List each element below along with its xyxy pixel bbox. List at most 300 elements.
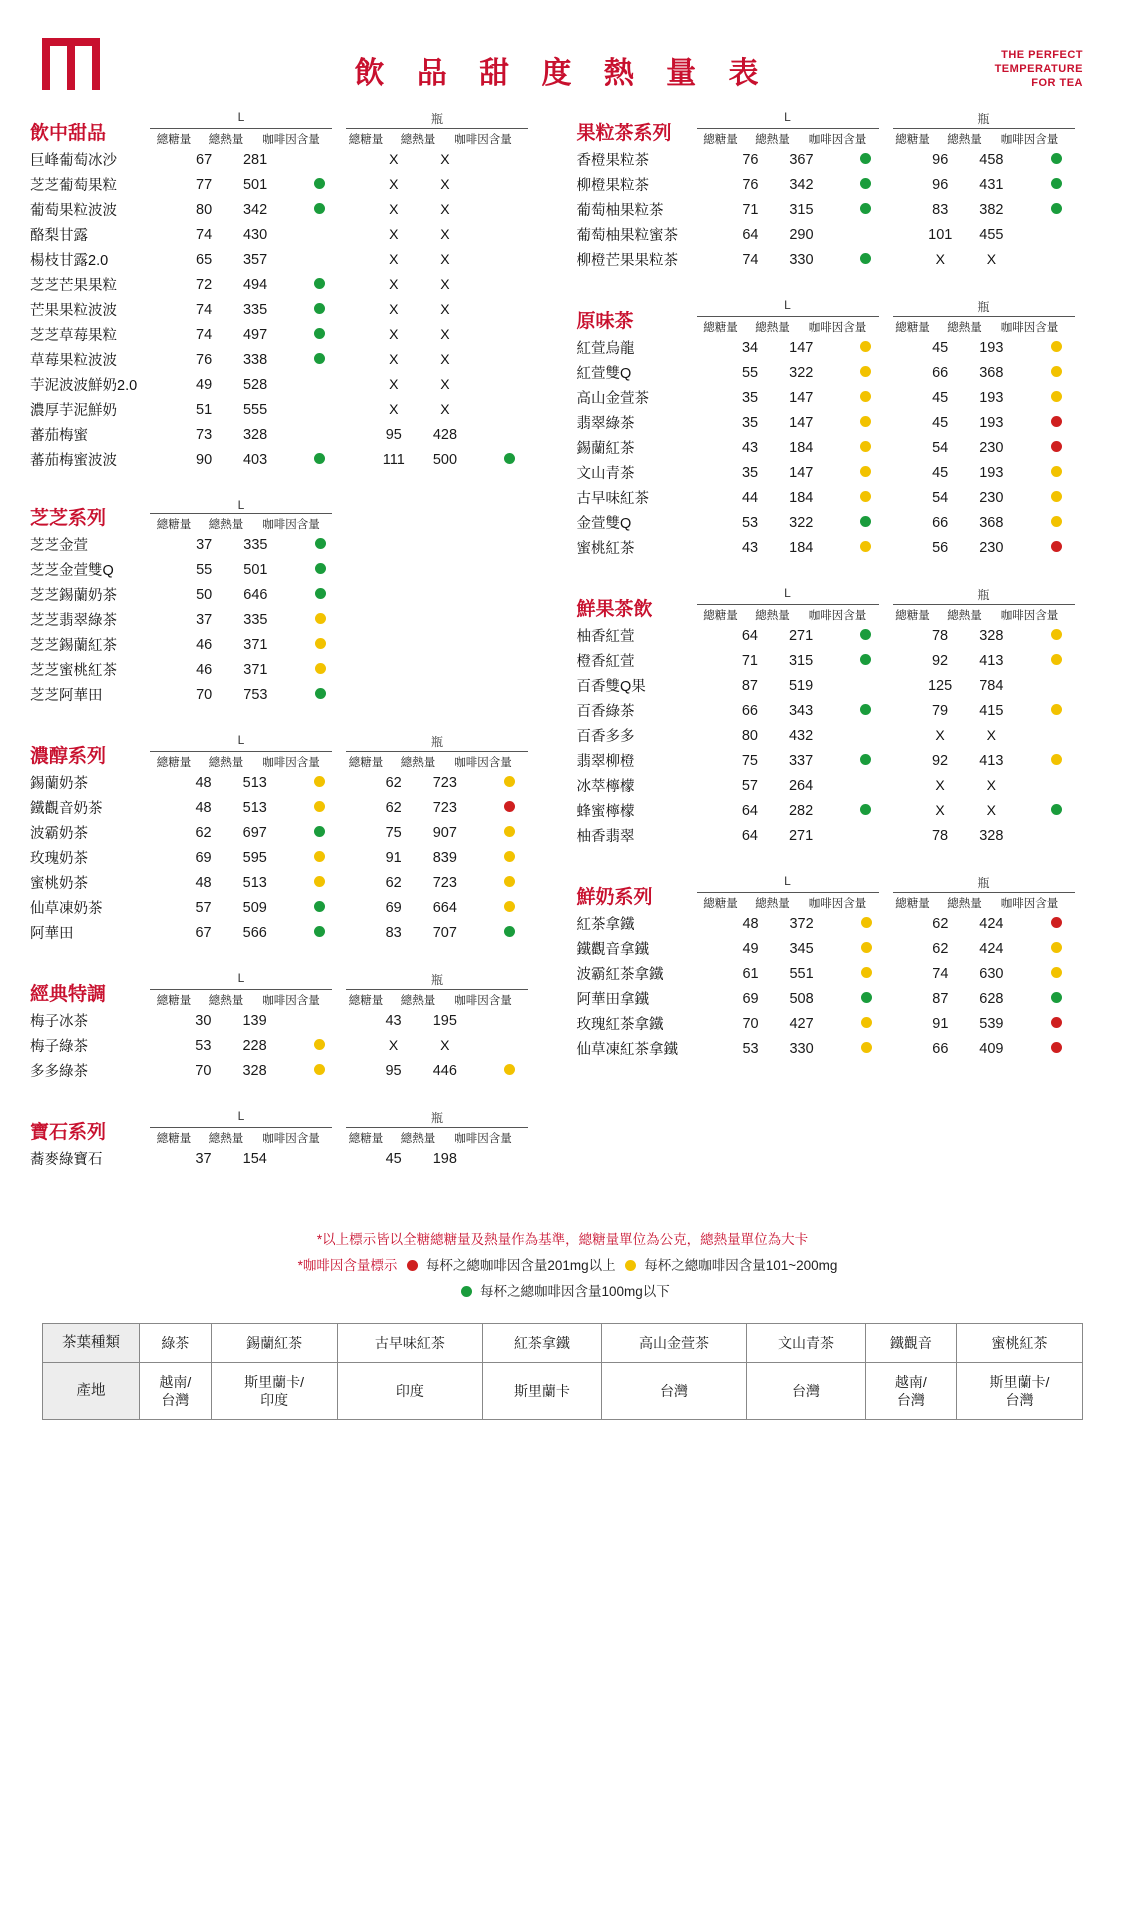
- b-calorie: 723: [432, 874, 457, 891]
- l-calorie: 338: [242, 351, 268, 368]
- b-sugar: 83: [932, 201, 949, 218]
- group-label-l: L: [697, 110, 879, 129]
- l-sugar: 64: [742, 226, 759, 243]
- b-sugar: 66: [932, 1040, 949, 1057]
- group-label-bottle: 瓶: [893, 586, 1075, 605]
- caffeine-dot-icon: [860, 441, 871, 452]
- col-header: 總糖量: [895, 898, 930, 910]
- b-caffeine: [471, 922, 549, 937]
- item-name: 葡萄柚果粒蜜茶: [576, 228, 678, 244]
- l-caffeine: [827, 512, 905, 527]
- col-header: 總熱量: [208, 757, 244, 769]
- legend-red-dot-icon: [407, 1260, 418, 1271]
- caffeine-dot-icon: [314, 353, 325, 364]
- l-caffeine: [281, 424, 359, 439]
- footnote-green-legend: [42, 1279, 1083, 1305]
- b-sugar: 62: [385, 799, 402, 816]
- caffeine-dot-icon: [314, 178, 325, 189]
- caffeine-dot-icon: [860, 629, 871, 640]
- l-calorie: 646: [243, 586, 268, 603]
- b-calorie: [420, 582, 471, 607]
- l-caffeine: [280, 1060, 358, 1075]
- group-label-l: L: [697, 298, 879, 317]
- legend-yellow-dot-icon: [625, 1260, 636, 1271]
- column-headers: [695, 605, 1096, 623]
- b-caffeine: [1017, 963, 1095, 978]
- l-caffeine: [281, 584, 359, 599]
- l-caffeine: [280, 772, 358, 787]
- item-name: 百香綠茶: [576, 704, 635, 720]
- b-caffeine: [471, 872, 549, 887]
- l-caffeine: [827, 412, 905, 427]
- l-caffeine: [280, 1148, 358, 1163]
- l-calorie: 264: [788, 777, 814, 794]
- l-calorie: 345: [789, 940, 814, 957]
- l-sugar: 37: [195, 1150, 212, 1167]
- section-header: [30, 1109, 549, 1146]
- caffeine-dot-icon: [1051, 178, 1062, 189]
- section-table: [577, 911, 1096, 1061]
- b-caffeine: [1017, 437, 1095, 452]
- section-zhizhi: [30, 498, 549, 707]
- origin-cell: 越南/ 台灣: [865, 1363, 956, 1420]
- table-row: [30, 820, 549, 845]
- l-calorie: 337: [788, 752, 814, 769]
- l-calorie: 330: [789, 1040, 814, 1057]
- table-row: [577, 335, 1096, 360]
- l-caffeine: [281, 534, 359, 549]
- table-row: [30, 397, 549, 422]
- section-title: 經典特調: [30, 984, 107, 1005]
- table-row: [30, 447, 549, 472]
- table-row: [30, 657, 549, 682]
- b-sugar: 91: [932, 1015, 949, 1032]
- l-sugar: 30: [195, 1012, 212, 1029]
- b-calorie: 839: [432, 849, 457, 866]
- b-caffeine: [471, 797, 549, 812]
- l-caffeine: [281, 149, 359, 164]
- l-caffeine: [827, 825, 905, 840]
- table-row: [577, 773, 1096, 798]
- item-name: 橙香紅萱: [576, 654, 635, 670]
- item-name: 冰萃檸檬: [576, 779, 635, 795]
- origin-cell: 印度: [337, 1363, 483, 1420]
- table-row: [577, 823, 1096, 848]
- caffeine-dot-icon: [314, 328, 325, 339]
- b-sugar: [369, 607, 420, 632]
- l-sugar: 34: [741, 339, 759, 356]
- section-title: 濃醇系列: [30, 746, 107, 767]
- col-header: 總熱量: [400, 1133, 436, 1145]
- l-caffeine: [827, 337, 905, 352]
- group-row: [148, 498, 549, 514]
- b-calorie: X: [440, 301, 450, 317]
- l-calorie: 513: [242, 799, 267, 816]
- l-sugar: 48: [742, 915, 759, 932]
- section-classic: [30, 971, 549, 1083]
- caffeine-dot-icon: [1051, 704, 1062, 715]
- b-calorie: X: [440, 251, 450, 267]
- l-caffeine: [827, 913, 905, 928]
- l-caffeine: [281, 634, 359, 649]
- b-calorie: 328: [979, 827, 1004, 844]
- b-caffeine: [1017, 537, 1095, 552]
- b-sugar: X: [388, 1037, 399, 1053]
- item-name: 香橙果粒茶: [576, 153, 649, 169]
- b-sugar: 62: [385, 874, 402, 891]
- l-sugar: 67: [196, 151, 213, 168]
- item-name: 玫瑰紅茶拿鐵: [576, 1017, 664, 1033]
- caffeine-dot-icon: [860, 804, 871, 815]
- group-row: [695, 874, 1096, 893]
- caffeine-dot-icon: [1051, 967, 1062, 978]
- l-sugar: 74: [742, 251, 759, 268]
- b-calorie: 230: [979, 489, 1004, 506]
- b-caffeine: [471, 374, 549, 389]
- caffeine-dot-icon: [504, 876, 515, 887]
- l-sugar: 53: [741, 514, 759, 531]
- section-title: 芝芝系列: [30, 508, 107, 529]
- l-calorie: 513: [242, 874, 267, 891]
- b-sugar: 96: [932, 176, 949, 193]
- item-name: 高山金萱茶: [576, 391, 649, 407]
- caffeine-dot-icon: [314, 776, 325, 787]
- b-calorie: 413: [979, 652, 1004, 669]
- caffeine-dot-icon: [860, 541, 871, 552]
- group-row: [695, 110, 1096, 129]
- col-header: 總糖量: [156, 1133, 192, 1145]
- table-row: [577, 648, 1096, 673]
- b-sugar: X: [935, 802, 945, 818]
- l-sugar: 80: [741, 727, 758, 744]
- b-caffeine: [471, 174, 549, 189]
- l-sugar: 71: [741, 652, 758, 669]
- caffeine-dot-icon: [1051, 942, 1062, 953]
- b-calorie: 193: [979, 464, 1004, 481]
- caffeine-dot-icon: [314, 453, 325, 464]
- l-caffeine: [827, 224, 905, 239]
- b-caffeine: [471, 584, 549, 599]
- b-sugar: X: [389, 201, 399, 217]
- l-calorie: 154: [242, 1150, 267, 1167]
- item-name: 柚香翡翠: [576, 829, 635, 845]
- caffeine-dot-icon: [314, 826, 325, 837]
- item-name: 芝芝阿華田: [30, 688, 103, 704]
- l-caffeine: [827, 700, 905, 715]
- l-caffeine: [827, 725, 905, 740]
- l-calorie: 555: [242, 401, 268, 418]
- b-caffeine: [471, 274, 549, 289]
- tagline-line-3: FOR TEA: [1031, 77, 1083, 89]
- b-calorie: [420, 657, 471, 682]
- table-row: [30, 172, 549, 197]
- section-title: 寶石系列: [30, 1122, 107, 1143]
- b-sugar: X: [389, 251, 399, 267]
- table-row: [577, 723, 1096, 748]
- item-name: 芝芝葡萄果粒: [30, 178, 117, 194]
- l-caffeine: [281, 559, 359, 574]
- b-calorie: 193: [979, 389, 1004, 406]
- caffeine-dot-icon: [504, 1064, 515, 1075]
- col-header: 總糖量: [156, 134, 192, 146]
- l-sugar: 70: [196, 686, 213, 703]
- item-name: 芝芝蜜桃紅茶: [30, 663, 117, 679]
- section-fresh-fruit: [577, 586, 1096, 848]
- group-label-l: L: [150, 1109, 332, 1128]
- page-title: 飲 品 甜 度 熱 量 表: [354, 57, 771, 90]
- col-header: 咖啡因含量: [808, 134, 867, 146]
- item-name: 芝芝金萱雙Q: [30, 563, 114, 579]
- caffeine-dot-icon: [1051, 992, 1062, 1003]
- l-caffeine: [280, 897, 358, 912]
- b-calorie: 193: [979, 339, 1004, 356]
- b-calorie: 424: [979, 915, 1004, 932]
- col-header: 咖啡因含量: [262, 134, 320, 146]
- b-caffeine: [1017, 675, 1095, 690]
- l-caffeine: [827, 750, 905, 765]
- caffeine-dot-icon: [315, 588, 326, 599]
- l-sugar: 64: [741, 627, 758, 644]
- table-row: [30, 770, 549, 795]
- l-sugar: 77: [196, 176, 213, 193]
- l-sugar: 74: [196, 326, 213, 343]
- item-name: 柳橙芒果果粒茶: [576, 253, 678, 269]
- b-caffeine: [471, 772, 549, 787]
- caffeine-dot-icon: [861, 1042, 872, 1053]
- origin-cell: 斯里蘭卡/ 印度: [211, 1363, 337, 1420]
- b-calorie: X: [440, 176, 450, 192]
- l-sugar: 65: [196, 251, 213, 268]
- item-name: 酪梨甘露: [30, 228, 88, 244]
- caffeine-dot-icon: [314, 303, 325, 314]
- b-caffeine: [1017, 800, 1095, 815]
- table-row: [30, 682, 549, 707]
- col-header: 咖啡因含量: [1000, 610, 1059, 622]
- l-caffeine: [281, 224, 359, 239]
- item-name: 葡萄柚果粒茶: [576, 203, 664, 219]
- table-row: [43, 1324, 1083, 1363]
- l-calorie: 228: [242, 1037, 267, 1054]
- col-header: 總熱量: [755, 898, 790, 910]
- col-header: 總熱量: [755, 610, 790, 622]
- b-sugar: X: [389, 301, 399, 317]
- section-title: 飲中甜品: [30, 123, 107, 144]
- item-name: 草莓果粒波波: [30, 353, 117, 369]
- caffeine-dot-icon: [861, 1017, 872, 1028]
- b-calorie: 328: [979, 627, 1004, 644]
- b-calorie: X: [440, 1037, 450, 1053]
- item-name: 鐵觀音拿鐵: [576, 942, 649, 958]
- caffeine-dot-icon: [1051, 516, 1062, 527]
- b-calorie: 907: [432, 824, 457, 841]
- b-caffeine: [471, 1148, 549, 1163]
- table-row: [577, 961, 1096, 986]
- l-sugar: 74: [196, 226, 213, 243]
- l-calorie: 371: [243, 661, 268, 678]
- item-name: 玫瑰奶茶: [30, 851, 88, 867]
- l-caffeine: [827, 800, 905, 815]
- b-sugar: 92: [931, 652, 949, 669]
- col-header: 總糖量: [156, 519, 192, 531]
- l-calorie: 342: [242, 201, 268, 218]
- item-name: 柳橙果粒茶: [576, 178, 649, 194]
- caffeine-dot-icon: [860, 391, 871, 402]
- b-sugar: [369, 532, 420, 557]
- group-label-l: L: [150, 733, 332, 752]
- tea-type-cell: 錫蘭紅茶: [211, 1324, 337, 1363]
- b-sugar: [369, 657, 420, 682]
- item-name: 芒果果粒波波: [30, 303, 117, 319]
- b-caffeine: [1017, 725, 1095, 740]
- b-caffeine: [471, 659, 549, 674]
- b-calorie: 455: [979, 226, 1004, 243]
- l-caffeine: [280, 1010, 358, 1025]
- b-calorie: 707: [432, 924, 457, 941]
- item-name: 翡翠柳橙: [576, 754, 635, 770]
- caffeine-dot-icon: [504, 801, 515, 812]
- item-name: 蜜桃紅茶: [576, 541, 635, 557]
- origin-cell: 斯里蘭卡: [483, 1363, 601, 1420]
- col-header: 總熱量: [400, 134, 436, 146]
- col-header: 咖啡因含量: [454, 1133, 512, 1145]
- l-calorie: 494: [242, 276, 268, 293]
- l-calorie: 509: [242, 899, 267, 916]
- l-calorie: 513: [242, 774, 267, 791]
- col-header: [444, 516, 522, 532]
- table-row: [577, 385, 1096, 410]
- caffeine-dot-icon: [1051, 1017, 1062, 1028]
- col-header: 咖啡因含量: [808, 610, 867, 622]
- b-calorie: 195: [432, 1012, 457, 1029]
- b-sugar: X: [935, 727, 945, 743]
- col-header: 總熱量: [208, 134, 244, 146]
- caffeine-dot-icon: [1051, 153, 1062, 164]
- caffeine-dot-icon: [1051, 917, 1062, 928]
- l-sugar: 50: [196, 586, 213, 603]
- page-header: [0, 0, 1125, 110]
- caffeine-dot-icon: [1051, 804, 1062, 815]
- item-name: 楊枝甘露2.0: [30, 253, 109, 269]
- b-caffeine: [471, 897, 549, 912]
- b-caffeine: [1017, 938, 1095, 953]
- b-calorie: 368: [979, 364, 1004, 381]
- column-headers: [148, 514, 549, 532]
- col-header: 總熱量: [947, 898, 982, 910]
- item-name: 蕃茄梅蜜: [30, 428, 88, 444]
- b-sugar: 95: [385, 426, 402, 443]
- caffeine-dot-icon: [1051, 391, 1062, 402]
- table-row: [577, 435, 1096, 460]
- column-headers: [148, 752, 549, 770]
- l-caffeine: [281, 684, 359, 699]
- caffeine-dot-icon: [314, 801, 325, 812]
- l-calorie: 357: [242, 251, 268, 268]
- l-calorie: 367: [789, 151, 814, 168]
- section-drink-dessert: [30, 110, 549, 472]
- item-name: 芝芝草莓果粒: [30, 328, 117, 344]
- b-sugar: [369, 632, 420, 657]
- l-caffeine: [827, 199, 905, 214]
- l-caffeine: [827, 963, 905, 978]
- l-sugar: 55: [196, 561, 213, 578]
- caffeine-dot-icon: [860, 754, 871, 765]
- col-header: 總糖量: [703, 322, 738, 334]
- b-sugar: 62: [932, 915, 949, 932]
- b-sugar: 45: [932, 339, 949, 356]
- l-sugar: 69: [742, 990, 759, 1007]
- b-calorie: [420, 532, 471, 557]
- l-caffeine: [827, 988, 905, 1003]
- b-caffeine: [471, 609, 549, 624]
- caffeine-dot-icon: [860, 203, 871, 214]
- table-row: [577, 673, 1096, 698]
- l-caffeine: [281, 249, 359, 264]
- table-row: [577, 698, 1096, 723]
- l-caffeine: [827, 775, 905, 790]
- b-caffeine: [1017, 512, 1095, 527]
- origin-cell: 越南/ 台灣: [140, 1363, 212, 1420]
- l-sugar: 67: [195, 924, 212, 941]
- caffeine-dot-icon: [315, 663, 326, 674]
- l-caffeine: [281, 299, 359, 314]
- b-sugar: X: [389, 276, 399, 292]
- l-sugar: 64: [741, 802, 758, 819]
- l-sugar: 48: [195, 799, 212, 816]
- caffeine-dot-icon: [504, 826, 515, 837]
- origin-row-label: 產地: [43, 1363, 140, 1420]
- legend-yellow-text: 每杯之總咖啡因含量101~200mg: [644, 1258, 838, 1273]
- caffeine-dot-icon: [1051, 416, 1062, 427]
- caffeine-dot-icon: [1051, 203, 1062, 214]
- b-calorie: 382: [979, 201, 1004, 218]
- b-calorie: 458: [979, 151, 1004, 168]
- item-name: 蜜桃奶茶: [30, 876, 88, 892]
- l-calorie: 335: [242, 301, 268, 318]
- item-name: 芝芝芒果果粒: [30, 278, 117, 294]
- item-name: 紅茶拿鐵: [576, 917, 635, 933]
- section-table: [577, 147, 1096, 272]
- right-column: [563, 110, 1096, 1197]
- table-row: [30, 582, 549, 607]
- l-sugar: 46: [196, 636, 213, 653]
- item-name: 芝芝錫蘭紅茶: [30, 638, 117, 654]
- tea-type-cell: 紅茶拿鐵: [483, 1324, 601, 1363]
- group-label-bottle: 瓶: [346, 971, 528, 990]
- l-calorie: 753: [243, 686, 268, 703]
- l-sugar: 57: [741, 777, 758, 794]
- b-caffeine: [1017, 1038, 1095, 1053]
- table-row: [30, 870, 549, 895]
- col-header: 總糖量: [895, 322, 930, 334]
- section-title: 鮮果茶飲: [576, 599, 653, 620]
- l-sugar: 70: [195, 1062, 212, 1079]
- group-label-bottle: 瓶: [346, 110, 528, 129]
- l-caffeine: [280, 872, 358, 887]
- col-header: 咖啡因含量: [1000, 322, 1059, 334]
- b-calorie: 539: [979, 1015, 1004, 1032]
- table-row: [577, 172, 1096, 197]
- b-sugar: 111: [382, 451, 405, 468]
- item-name: 阿華田: [30, 926, 74, 942]
- origin-cell: 台灣: [747, 1363, 865, 1420]
- b-sugar: 83: [385, 924, 402, 941]
- caffeine-dot-icon: [860, 366, 871, 377]
- col-header: 總糖量: [703, 898, 738, 910]
- b-calorie: X: [440, 226, 450, 242]
- b-sugar: 91: [385, 849, 402, 866]
- l-sugar: 76: [742, 151, 759, 168]
- l-caffeine: [281, 174, 359, 189]
